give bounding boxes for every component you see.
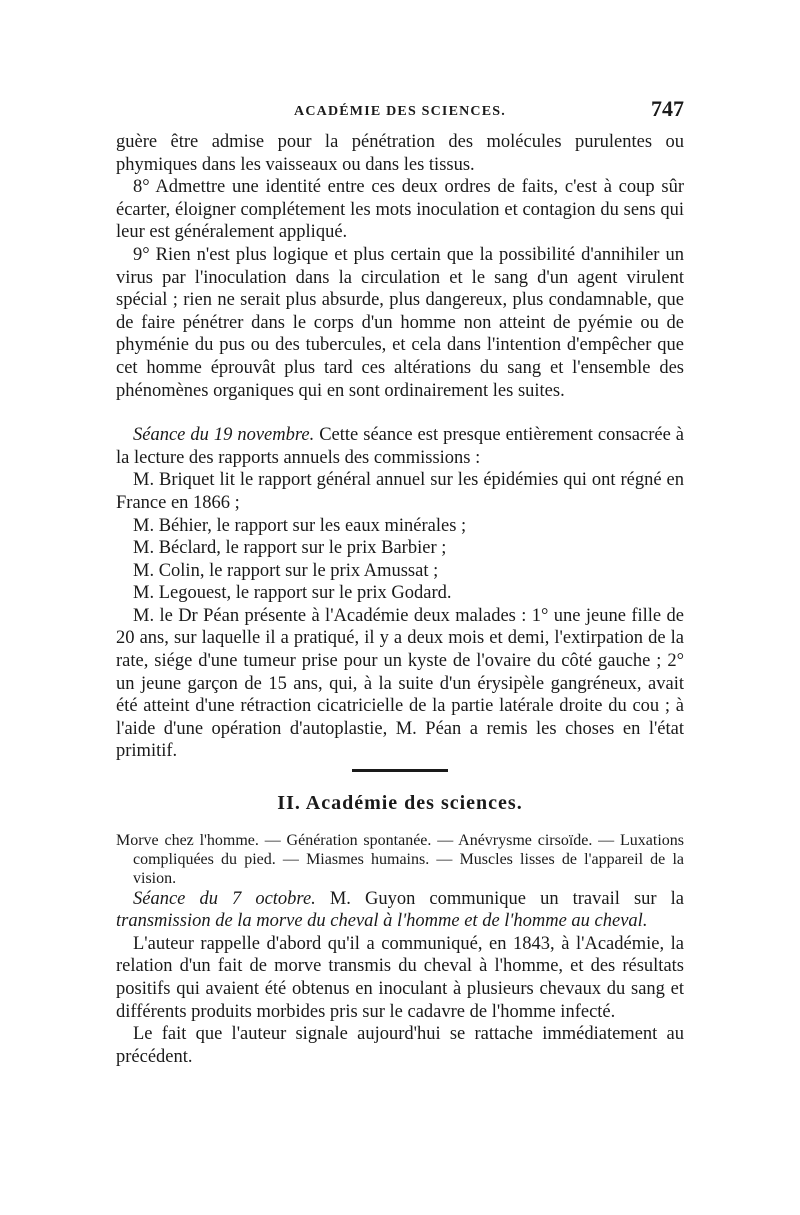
report-beclard: M. Béclard, le rapport sur le prix Barbier ; — [133, 538, 447, 559]
report-behier: M. Béhier, le rapport sur les eaux minérales ; — [133, 515, 467, 536]
paragraph-auteur: L'auteur rappelle d'abord qu'il a communiqué, en 1843, à l'Académie, la relation d'un fait de morve transmis du cheval à l'homme, et des résultats positifs qui avaient été obtenus en inoculant à plusieurs chevaux du sang et différents produits morbides pris sur le cadavre de l'homme infecté. — [116, 933, 684, 1022]
report-colin: M. Colin, le rapport sur le prix Amussat ; — [133, 560, 439, 581]
paragraph-point-9: 9° Rien n'est plus logique et plus certain que la possibilité d'annihiler un virus par l'inoculation dans la circulation et le sang d'un agent virulent spécial ; rien ne serait plus absurde, plus dangereux, plus condamnable, que de faire pénétrer dans le corps d'un homme non atteint de pyémie ou de phyménie du pus ou des tubercules, et cela dans l'intention d'empêcher que cet homme éprouvât plus tard ces altérations du sang et l'ensemble des phénomènes organiques qui en sont ordinairement les suites. — [116, 244, 684, 401]
paragraph-fait: Le fait que l'auteur signale aujourd'hui se rattache immédiatement au précédent. — [116, 1024, 684, 1067]
seance-text: M. Guyon communique un travail sur la — [315, 888, 684, 909]
paragraph-seance-19-novembre — [116, 424, 684, 469]
seance-text: Cette séance est presque entièrement consacrée à la lecture des rapports annuels des commissions : — [116, 425, 684, 468]
body-text — [116, 131, 684, 1068]
paragraph-pean: M. le Dr Péan présente à l'Académie deux malades : 1° une jeune fille de 20 ans, sur laquelle il a pratiqué, il y a deux mois et demi, l'extirpation de la rate, siége d'une tumeur prise pour un kyste de l'ovaire du côté gauche ; 2° un jeune garçon de 15 ans, qui, à la suite d'un érysipèle gangréneux, avait été atteint d'une rétraction cicatricielle de la partie latérale droite du cou ; à l'aide d'une opération d'autoplastie, M. Péan a remis les choses en l'état primitif. — [116, 605, 684, 762]
page-number: 747 — [651, 96, 684, 121]
running-title: ACADÉMIE DES SCIENCES. — [294, 104, 506, 119]
paragraph-continuation: guère être admise pour la pénétration des molécules purulentes ou phymiques dans les vaisseaux ou dans les tissus. — [116, 132, 684, 175]
report-briquet: M. Briquet lit le rapport général annuel sur les épidémies qui ont régné en France en 1866 ; — [116, 470, 684, 513]
seance-date-label: Séance du 7 octobre. — [133, 888, 316, 909]
blank-line — [116, 402, 684, 424]
section-summary: Morve chez l'homme. — Génération spontanée. — Anévrysme cirsoïde. — Luxations compliquées du pied. — Miasmes humains. — Muscles lisses de l'appareil de la vision. — [116, 831, 684, 887]
paragraph-point-8: 8° Admettre une identité entre ces deux ordres de faits, c'est à coup sûr écarter, éloigner complétement les mots inoculation et contagion du sens qui leur est généralement appliqué. — [116, 177, 684, 243]
section-divider — [352, 769, 448, 772]
communication-title: transmission de la morve du cheval à l'homme et de l'homme au cheval. — [116, 911, 648, 932]
paragraph-seance-7-octobre — [116, 888, 684, 933]
seance-date-label: Séance du 19 novembre. — [133, 425, 315, 446]
report-legouest: M. Legouest, le rapport sur le prix Godard. — [133, 583, 452, 604]
section-heading: II. Académie des sciences. — [277, 792, 523, 815]
page-header — [116, 96, 684, 128]
